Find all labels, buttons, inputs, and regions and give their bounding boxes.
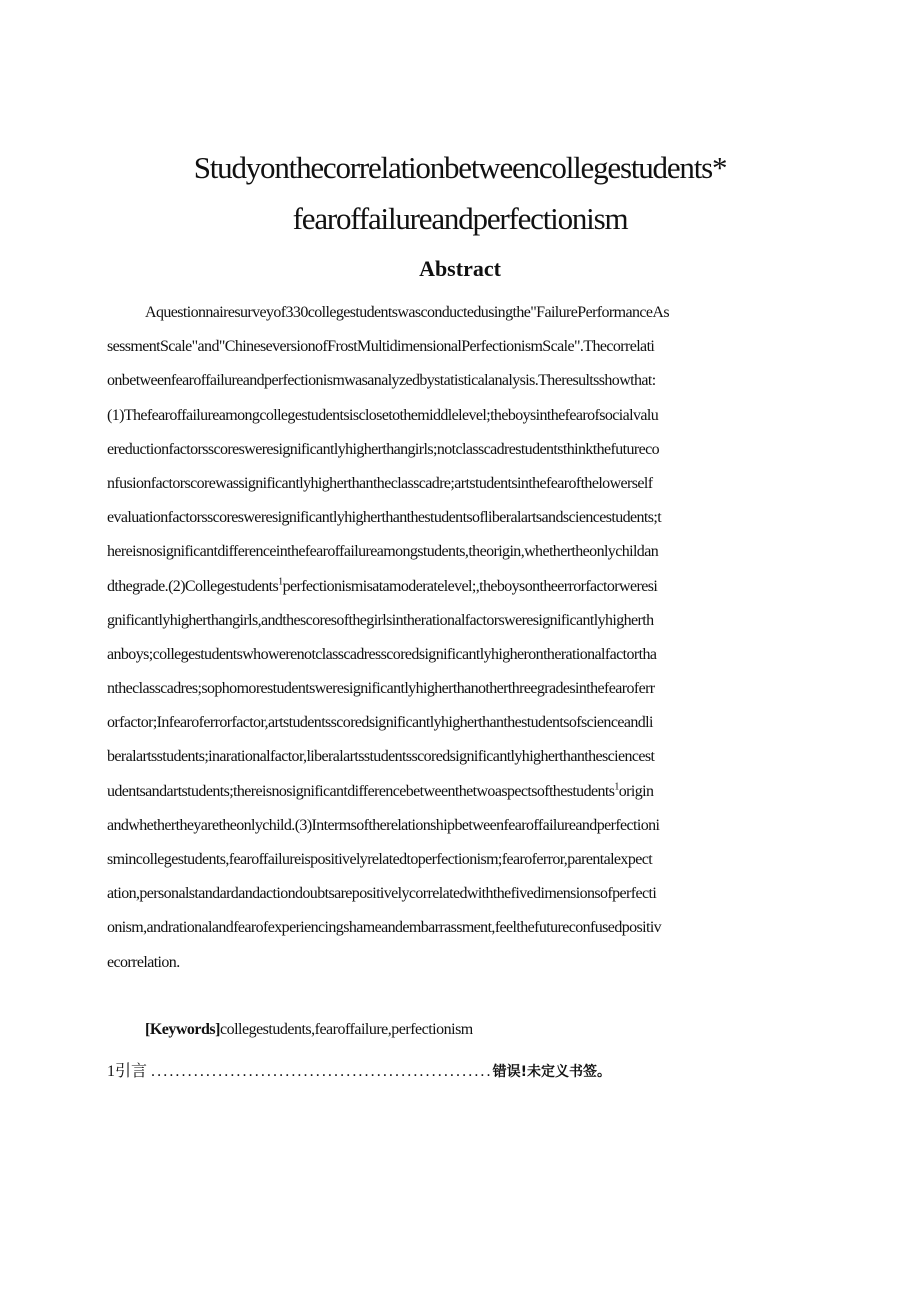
superscript-mark: 1 (614, 781, 619, 793)
abstract-line: Aquestionnairesurveyof330collegestudentswasconductedusingthe"FailurePerformanceAs (145, 304, 669, 321)
paper-title-line-1: Studyonthecorrelationbetweencollegestudents* (193, 150, 727, 185)
abstract-line-text: dthegrade.(2)Collegestudents (107, 577, 279, 595)
abstract-body (107, 296, 817, 980)
abstract-line (107, 570, 817, 604)
abstract-line: anboys;collegestudentswhowerenotclasscadresscoredsignificantlyhigherontherationalfactortha (107, 645, 657, 663)
abstract-line: gnificantlyhigherthangirls,andthescoresofthegirlsintherationalfactorsweresignificantlyhigherth (107, 611, 654, 629)
abstract-line: hereisnosignificantdifferenceinthefearoffailureamongstudents,theorigin,whethertheonlychildan (107, 543, 659, 561)
abstract-line-text: origin (618, 782, 654, 800)
toc-entry[interactable] (107, 1058, 611, 1086)
superscript-mark: 1 (278, 576, 283, 588)
toc-entry-title: 1引言 (107, 1063, 148, 1080)
abstract-line-text: perfectionismisatamoderatelevel;,theboysontheerrorfactorweresi (282, 577, 658, 595)
keywords-text: collegestudents,fearoffailure,perfectionism (219, 1021, 473, 1038)
abstract-line: evaluationfactorsscoresweresignificantlyhigherthanthestudentsofliberalartsandsciencestudents;t (107, 509, 662, 527)
abstract-line-text: udentsandartstudents;thereisnosignificantdifferencebetweenthetwoaspectsofthestudents (107, 782, 615, 800)
toc-page-ref: 错误!未定义书签。 (492, 1064, 612, 1080)
keywords (145, 1016, 473, 1044)
abstract-line: ecorrelation. (107, 953, 180, 971)
abstract-line: ation,personalstandardandactiondoubtsarepositivelycorrelatedwiththefivedimensionsofperfecti (107, 885, 657, 903)
abstract-heading: Abstract (419, 256, 501, 281)
paper-title-line-2: fearoffailureandperfectionism (292, 201, 628, 236)
keywords-label: [Keywords] (145, 1021, 220, 1038)
abstract-line: andwhethertheyaretheonlychild.(3)Intermsoftherelationshipbetweenfearoffailureandperfectioni (107, 816, 660, 834)
abstract-line: sessmentScale"and"ChineseversionofFrostMultidimensionalPerfectionismScale".Thecorrelati (107, 338, 655, 356)
abstract-line: onbetweenfearoffailureandperfectionismwasanalyzedbystatisticalanalysis.Theresultsshowthat: (107, 372, 656, 390)
abstract-line (107, 775, 817, 809)
toc-leader-dots: ........................................................ (151, 1063, 493, 1080)
abstract-line: beralartsstudents;inarationalfactor,liberalartsstudentsscoredsignificantlyhigherthanthesciencest (107, 748, 655, 766)
abstract-line: (1)Thefearoffailureamongcollegestudentsisclosetothemiddlelevel;theboysinthefearofsocialvalu (107, 406, 659, 424)
abstract-line: nfusionfactorscorewassignificantlyhigherthantheclasscadre;artstudentsinthefearofthelowerself (107, 474, 653, 492)
abstract-line: ereductionfactorsscoresweresignificantlyhigherthangirls;notclasscadrestudentsthinkthefutureco (107, 440, 659, 458)
abstract-line: orfactor;Infearoferrorfactor,artstudentsscoredsignificantlyhigherthanthestudentsofscienceandli (107, 714, 653, 732)
abstract-line: ntheclasscadres;sophomorestudentsweresignificantlyhigherthanotherthreegradesinthefearoferr (107, 680, 655, 698)
abstract-line: onism,andrationalandfearofexperiencingshameandembarrassment,feelthefutureconfusedpositiv (107, 919, 662, 937)
abstract-line: smincollegestudents,fearoffailureispositivelyrelatedtoperfectionism;fearoferror,parentalexpect (107, 851, 653, 868)
